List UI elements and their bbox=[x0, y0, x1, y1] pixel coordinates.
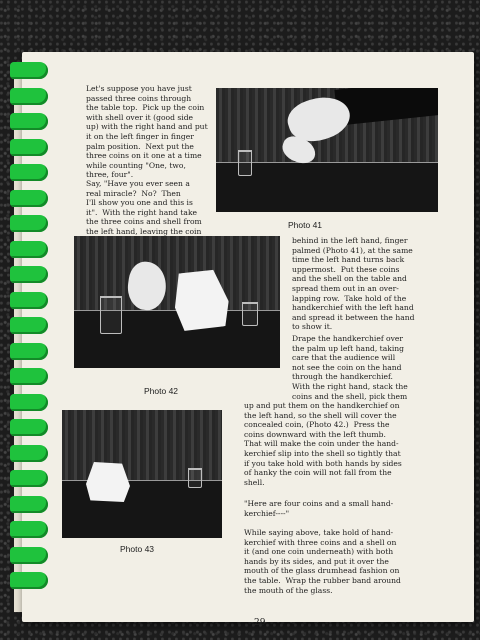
binding-ring bbox=[10, 62, 48, 79]
binding-ring bbox=[10, 190, 48, 207]
photo-43 bbox=[62, 410, 222, 538]
binding-ring bbox=[10, 292, 48, 309]
binding-ring bbox=[10, 496, 48, 513]
binding-ring bbox=[10, 113, 48, 130]
table-top bbox=[62, 480, 222, 538]
binding-ring bbox=[10, 241, 48, 258]
binding-ring bbox=[10, 445, 48, 462]
binding-ring bbox=[10, 343, 48, 360]
binding-ring bbox=[10, 317, 48, 334]
caption-photo-43: Photo 43 bbox=[120, 544, 155, 554]
binding-ring bbox=[10, 266, 48, 283]
glass bbox=[238, 150, 252, 176]
binding-ring bbox=[10, 164, 48, 181]
binding-ring bbox=[10, 394, 48, 411]
binding-ring bbox=[10, 547, 48, 564]
paragraph-1: Let's suppose you have just passed three coins through the table top. Pick up the coin with shell over it (good side up) with the right hand and put it on the left finger in finger palm position. Next put the three coins on it one at a time while counting "One, two, three, four". bbox=[86, 84, 208, 180]
binding-ring bbox=[10, 88, 48, 105]
caption-photo-42: Photo 42 bbox=[144, 386, 179, 396]
paragraph-3: behind in the left hand, finger palmed (Photo 41), at the same time the left hand turns back uppermost. Put these coins and the shell on the table and spread them out in an over- lapping row. Take hold of the handkerchief with the left hand and spread it between the hand to show it. bbox=[292, 236, 415, 332]
glass bbox=[188, 468, 202, 488]
paragraph-6: While saying above, take hold of hand- kerchief with three coins and a shell on it (and one coin underneath) with both hands by its sides, and put it over the mouth of the glass drumhead fashion on the table. Wrap the rubber band around the mouth of the glass. bbox=[244, 528, 401, 595]
binding-ring bbox=[10, 572, 48, 589]
glass-right bbox=[242, 302, 258, 326]
binding-ring bbox=[10, 368, 48, 385]
paragraph-2: Say, "Have you ever seen a real miracle? No? Then I'll show you one and this is it". With the right hand take the three coins and shell from the left hand, leaving the coin bbox=[86, 179, 202, 236]
caption-photo-41: Photo 41 bbox=[288, 220, 323, 230]
binding-ring bbox=[10, 139, 48, 156]
paragraph-4-continued: up and put them on the handkerchief on the left hand, so the shell will cover the concealed coin, (Photo 42.) Press the coins downward with the left thumb. That will make the coin under the hand- kerchief slip into the shell so tightly that if you take hold with both hands by sides of hanky the coin will not fall from the shell. bbox=[244, 401, 402, 487]
book-page bbox=[22, 52, 474, 628]
photo-41 bbox=[216, 88, 438, 212]
binding-ring bbox=[10, 470, 48, 487]
glass-left bbox=[100, 296, 122, 334]
binding-ring bbox=[10, 215, 48, 232]
spiral-binding bbox=[10, 62, 50, 602]
binding-ring bbox=[10, 521, 48, 538]
paragraph-5: "Here are four coins and a small hand- kerchief----" bbox=[244, 499, 394, 518]
paragraph-4-start: Drape the handkerchief over the palm up left hand, taking care that the audience will not see the coin on the hand through the handkerchief. With the right hand, stack the coins and the shell, pick them bbox=[292, 334, 408, 401]
photo-42 bbox=[74, 236, 280, 368]
draped-handkerchief bbox=[86, 462, 130, 502]
binding-ring bbox=[10, 419, 48, 436]
page-number: 29 bbox=[254, 618, 266, 628]
